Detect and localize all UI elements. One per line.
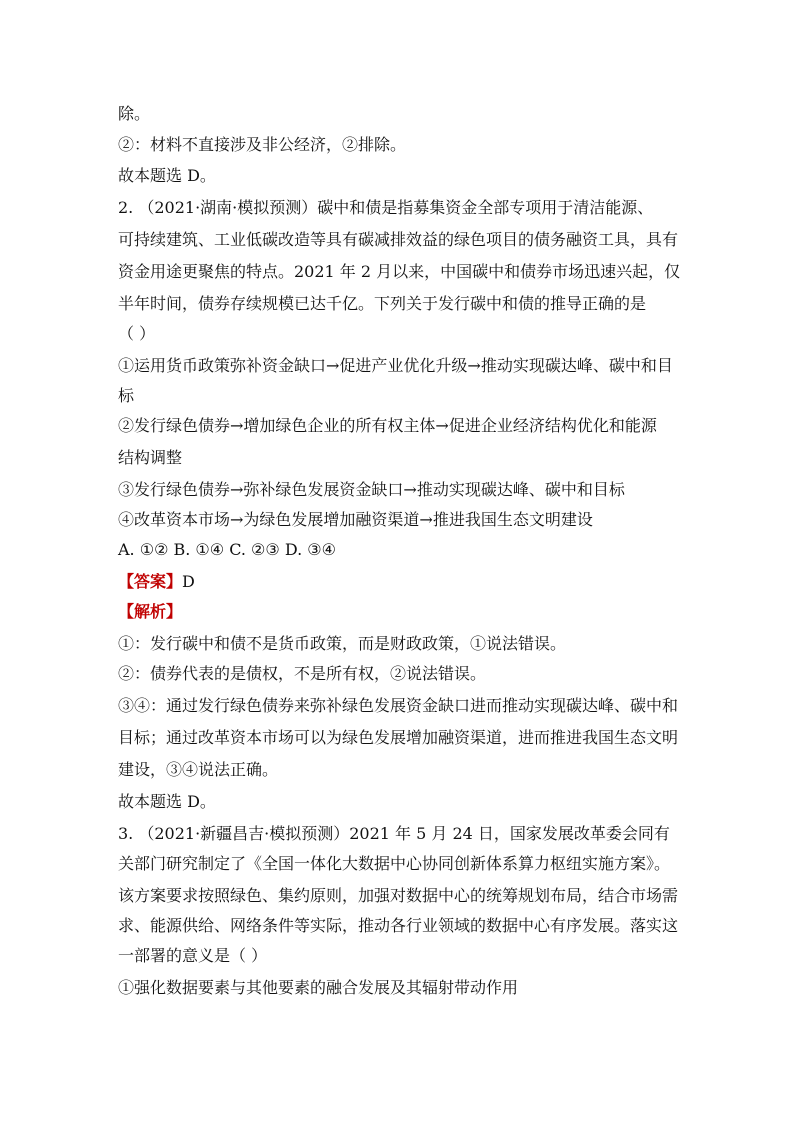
option-3: ③发行绿色债券→弥补绿色发展资金缺口→推动实现碳达峰、碳中和目标: [118, 480, 625, 499]
text-line: ②：材料不直接涉及非公经济，②排除。: [118, 135, 407, 154]
text-line: 除。: [118, 104, 151, 123]
analysis-label: [118, 600, 698, 624]
question-2-stem: 2. （2021·湖南·模拟预测）碳中和债是指募集资金全部专项用于清洁能源、: [118, 198, 654, 217]
text-line: 故本题选 D。: [118, 166, 216, 185]
text-line: 目标；通过改革资本市场可以为绿色发展增加融资渠道，进而推进我国生态文明: [118, 728, 679, 747]
text-line: 标: [118, 386, 135, 405]
text-line: 一部署的意义是（ ）: [118, 946, 268, 965]
choices-line: A. ①② B. ①④ C. ②③ D. ③④: [118, 540, 336, 559]
text-line: 该方案要求按照绿色、集约原则，加强对数据中心的统筹规划布局，结合市场需: [118, 886, 679, 905]
question-3-stem: 3. （2021·新疆昌吉·模拟预测）2021 年 5 月 24 日，国家发展改革委会同有: [118, 824, 670, 843]
text-line: 关部门研究制定了《全国一体化大数据中心协同创新体系算力枢纽实施方案》。: [118, 854, 671, 873]
text-line: 求、能源供给、网络条件等实际，推动各行业领域的数据中心有序发展。落实这: [118, 916, 679, 935]
analysis-tag: 【解析】: [118, 602, 183, 621]
option-1: ①强化数据要素与其他要素的融合发展及其辐射带动作用: [118, 978, 519, 997]
text-line: 结构调整: [118, 448, 183, 467]
text-line: ③④：通过发行绿色债券来弥补绿色发展资金缺口进而推动实现碳达峰、碳中和: [118, 696, 679, 715]
option-2: ②发行绿色债券→增加绿色企业的所有权主体→促进企业经济结构优化和能源: [118, 416, 657, 435]
answer-line: [118, 570, 698, 594]
option-4: ④改革资本市场→为绿色发展增加融资渠道→推进我国生态文明建设: [118, 510, 593, 529]
text-line: ①：发行碳中和债不是货币政策，而是财政政策，①说法错误。: [118, 634, 567, 653]
text-line: 半年时间，债券存续规模已达千亿。下列关于发行碳中和债的推导正确的是: [118, 294, 647, 313]
answer-label: 【答案】: [118, 572, 183, 591]
answer-blank: （ ）: [118, 324, 156, 343]
text-line: 故本题选 D。: [118, 792, 216, 811]
text-line: 可持续建筑、工业低碳改造等具有碳减排效益的绿色项目的债务融资工具，具有: [118, 230, 679, 249]
text-line: 资金用途更聚焦的特点。2021 年 2 月以来，中国碳中和债券市场迅速兴起，仅: [118, 262, 681, 281]
answer-value: D: [182, 572, 195, 591]
option-1: ①运用货币政策弥补资金缺口→促进产业优化升级→推动实现碳达峰、碳中和目: [118, 356, 673, 375]
text-line: 建设，③④说法正确。: [118, 760, 279, 779]
text-line: ②：债券代表的是债权，不是所有权，②说法错误。: [118, 664, 487, 683]
